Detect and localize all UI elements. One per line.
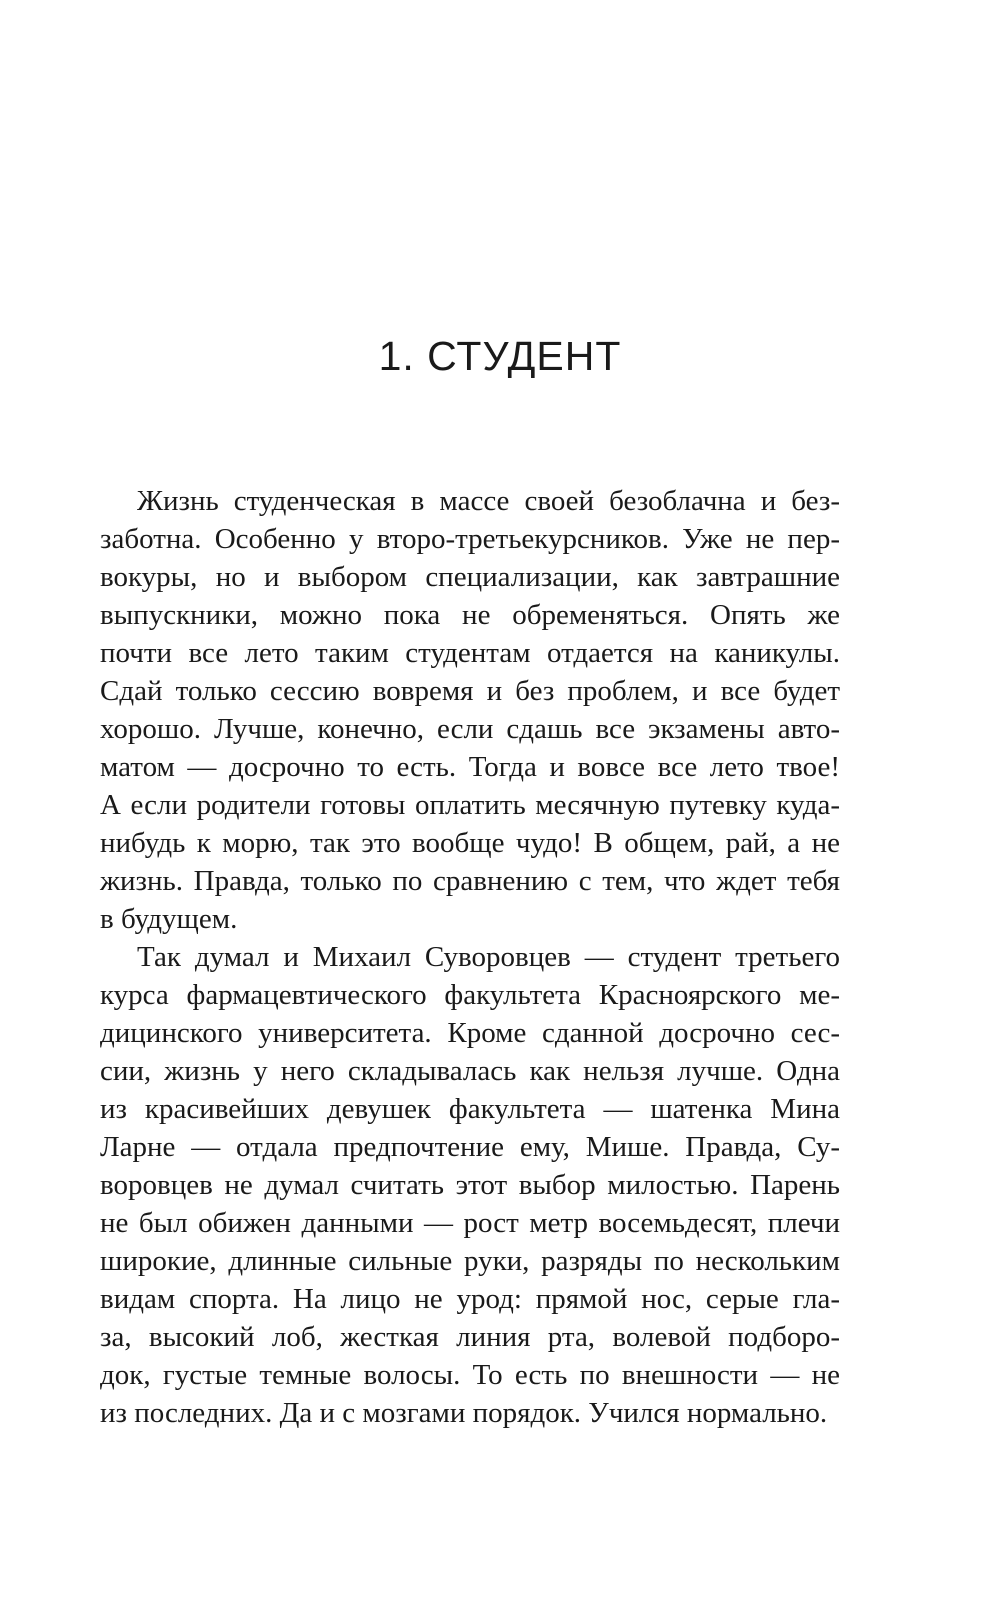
text-line: не был обижен данными — рост метр восемьдесят, плечи [100,1207,840,1239]
text-line: хорошо. Лучше, конечно, если сдашь все экзамены авто- [100,713,840,745]
chapter-title: 1. СТУДЕНТ [378,333,622,379]
text-line: воровцев не думал считать этот выбор милостью. Парень [100,1169,840,1201]
text-line: нибудь к морю, так это вообще чудо! В общем, рай, а не [100,827,840,859]
text-line: почти все лето таким студентам отдается на каникулы. [100,637,840,669]
text-line: матом — досрочно то есть. Тогда и вовсе все лето твое! [100,751,840,783]
body-text [100,482,840,1432]
text-line: сии, жизнь у него складывалась как нельзя лучше. Одна [100,1055,840,1087]
text-line: жизнь. Правда, только по сравнению с тем, что ждет тебя [100,865,840,897]
text-line: Сдай только сессию вовремя и без проблем, и все будет [100,675,840,707]
text-line: курса фармацевтического факультета Красноярского ме- [100,979,840,1011]
text-line: из красивейших девушек факультета — шатенка Мина [100,1093,840,1125]
text-line: выпускники, можно пока не обременяться. Опять же [100,599,840,631]
text-line: Так думал и Михаил Суворовцев — студент третьего [137,941,840,973]
paragraph-2 [100,938,840,1432]
text-line: за, высокий лоб, жесткая линия рта, волевой подборо- [100,1321,840,1353]
text-line: видам спорта. На лицо не урод: прямой нос, серые гла- [100,1283,840,1315]
text-line: вокуры, но и выбором специализации, как завтрашние [100,561,840,593]
text-line: заботна. Особенно у второ-третьекурсников. Уже не пер- [100,523,840,555]
text-line: в будущем. [100,903,238,935]
paragraph-1 [100,482,840,938]
text-line: Ларне — отдала предпочтение ему, Мише. Правда, Су- [100,1131,840,1163]
text-line: док, густые темные волосы. То есть по внешности — не [100,1359,840,1391]
text-line: дицинского университета. Кроме сданной досрочно сес- [100,1017,840,1049]
text-line: Жизнь студенческая в массе своей безоблачна и без- [137,485,840,517]
text-line: А если родители готовы оплатить месячную путевку куда- [100,789,840,821]
text-line: широкие, длинные сильные руки, разряды по нескольким [100,1245,840,1277]
text-line: из последних. Да и с мозгами порядок. Учился нормально. [100,1397,828,1429]
